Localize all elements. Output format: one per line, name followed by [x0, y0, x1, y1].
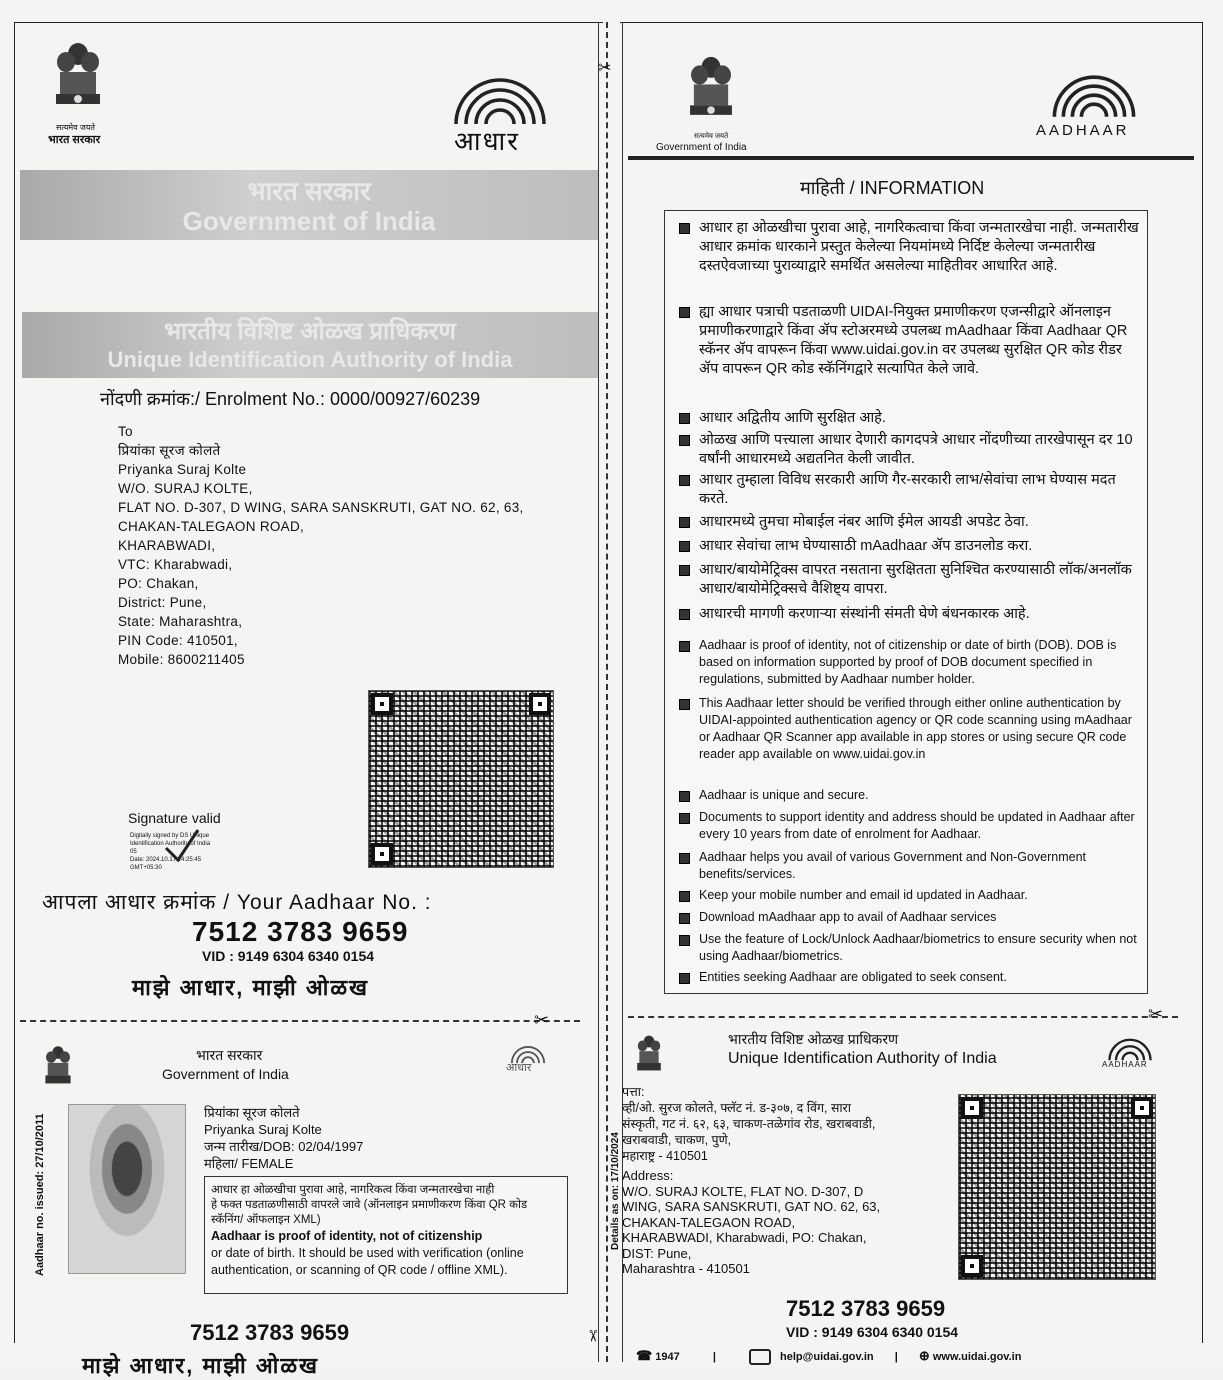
card-authority-en: Unique Identification Authority of India — [728, 1050, 997, 1067]
card-qr-code — [958, 1094, 1156, 1280]
info-item: आधार हा ओळखीचा पुरावा आहे, नागरिकत्वाचा किंवा जन्मतारखेचा नाही. जन्मतारीख आधार क्रमांक धारकाने प्रस्तुत केलेल्या नियमांमध्ये निर्दिष्ट केलेल्या जन्मतारीख दस्तऐवजाच्या पुराव्याद्वारे समर्थित असलेल्या माहितीवर आधारित आहे. — [679, 219, 1139, 276]
emblem-caption-right: Government of India — [656, 142, 747, 153]
signature-detail: GMT+05:30 — [130, 865, 162, 871]
address-line: PO: Chakan, — [118, 576, 199, 591]
scissors-icon: ✂ — [583, 1329, 601, 1343]
aadhaar-logo-text-right: AADHAAR — [1036, 122, 1130, 139]
address-line: CHAKAN-TALEGAON ROAD, — [118, 519, 305, 534]
address-line: व्ही/ओ. सुरज कोलते, फ्लॅट नं. ड-३०७, द विंग, सारा — [622, 1101, 851, 1115]
aadhaar-tagline: माझे आधार, माझी ओळख — [132, 975, 370, 1000]
emblem-caption: भारत सरकार — [48, 134, 101, 146]
address-to: To — [118, 424, 133, 439]
info-item: आधार तुम्हाला विविध सरकारी आणि गैर-सरकारी लाभ/सेवांचा लाभ घेण्यास मदत करते. — [679, 471, 1139, 509]
card-vid-number: VID : 9149 6304 6340 0154 — [786, 1324, 959, 1340]
info-item: This Aadhaar letter should be verified through either online authentication by UIDAI-appointed authentication agency or QR code scanning using mAadhaar or Aadhaar QR Scanner app available in app stores or using secure QR code reader app available on www.uidai.gov.in — [679, 695, 1139, 763]
card-gov-mr: भारत सरकार — [196, 1047, 263, 1063]
info-item: आधार अद्वितीय आणि सुरक्षित आहे. — [679, 409, 1139, 428]
recipient-address — [118, 422, 524, 669]
signature-detail: Digitally signed by DS Unique — [130, 833, 210, 839]
info-item: आधारमध्ये तुमचा मोबाईल नंबर आणि ईमेल आयडी अपडेट ठेवा. — [679, 513, 1139, 532]
info-item: Aadhaar is proof of identity, not of citizenship or date of birth (DOB). DOB is based on information supported by proof of DOB document specified in regulations, submitted by Aadhaar number holder. — [679, 637, 1139, 688]
card-aadhaar-number: 7512 3783 9659 — [190, 1320, 350, 1345]
address-line: CHAKAN-TALEGAON ROAD, — [622, 1214, 796, 1230]
address-line: District: Pune, — [118, 595, 207, 610]
address-line: W/O. SURAJ KOLTE, — [118, 481, 253, 496]
recipient-name-en: Priyanka Suraj Kolte — [118, 462, 247, 477]
footer-web: www.uidai.gov.in — [932, 1351, 1022, 1363]
cut-line-right — [628, 1016, 1178, 1018]
vid-number: VID : 9149 6304 6340 0154 — [202, 948, 375, 964]
card-address-mr — [622, 1084, 875, 1164]
emblem-motto-right: सत्यमेव जयते — [694, 133, 729, 140]
address-label-mr: पत्ता: — [622, 1085, 645, 1099]
address-line: संस्कृती, गट नं. ६२, ६३, चाकण-तळेगांव रोड, खराबवाडी, — [622, 1117, 876, 1131]
email-icon — [749, 1349, 771, 1365]
globe-icon: ⊕ — [918, 1348, 930, 1363]
authority-banner — [22, 312, 598, 378]
info-item: Use the feature of Lock/Unlock Aadhaar/biometrics to ensure security when not using Aadhaar/biometrics. — [679, 931, 1139, 965]
card-aadhaar-number-right: 7512 3783 9659 — [786, 1296, 946, 1321]
address-line: महाराष्ट्र - 410501 — [622, 1149, 708, 1163]
address-line: DIST: Pune, — [622, 1245, 692, 1261]
info-item: ओळख आणि पत्त्याला आधार देणारी कागदपत्रे आधार नोंदणीच्या तारखेपासून दर 10 वर्षांनी आधारमध्ये अद्यतनित केली जावीत. — [679, 431, 1139, 469]
address-line: State: Maharashtra, — [118, 614, 243, 629]
emblem-motto: सत्यमेव जयते — [56, 123, 95, 132]
information-box — [664, 210, 1148, 994]
address-line: VTC: Kharabwadi, — [118, 557, 233, 572]
signature-detail: Date: 2024.10.17 14:25:45 — [130, 857, 202, 863]
note-line: हे फक्त पडताळणीसाठी वापरले जावे (ऑनलाइन प्रमाणीकरण किंवा QR कोड — [211, 1199, 528, 1211]
authority-line-mr: भारतीय विशिष्ट ओळख प्राधिकरण — [164, 318, 456, 345]
holder-name-mr: प्रियांका सूरज कोलते — [204, 1105, 300, 1120]
your-aadhaar-label: आपला आधार क्रमांक / Your Aadhaar No. : — [42, 891, 432, 914]
address-line: KHARABWADI, — [118, 538, 216, 553]
aadhaar-number: 7512 3783 9659 — [192, 916, 409, 947]
address-line: PIN Code: 410501, — [118, 633, 238, 648]
info-item: Aadhaar is unique and secure. — [679, 787, 1139, 804]
address-line: खराबवाडी, चाकण, पुणे, — [622, 1133, 732, 1147]
info-item: Aadhaar helps you avail of various Government and Non-Government benefits/services. — [679, 849, 1139, 883]
footer-email: help@uidai.gov.in — [780, 1351, 874, 1363]
header-rule — [628, 156, 1194, 160]
qr-code — [368, 690, 554, 868]
card-authority-mr: भारतीय विशिष्ट ओळख प्राधिकरण — [728, 1031, 899, 1047]
info-item: Download mAadhaar app to avail of Aadhaar services — [679, 909, 1139, 926]
card-logo-text-right: AADHAAR — [1102, 1060, 1148, 1069]
info-item: Keep your mobile number and email id updated in Aadhaar. — [679, 887, 1139, 904]
note-line: Aadhaar is proof of identity, not of citizenship — [211, 1229, 483, 1243]
footer-phone: 1947 — [655, 1351, 680, 1363]
note-line: authentication, or scanning of QR code / offline XML). — [211, 1263, 508, 1277]
panel-divider — [598, 22, 599, 1362]
banner-line-mr: भारत सरकार — [247, 176, 371, 206]
checkmark-icon — [162, 826, 202, 866]
cut-line-left — [20, 1020, 580, 1022]
ashoka-emblem-small-icon — [42, 1044, 74, 1092]
note-line: आधार हा ओळखीचा पुरावा आहे, नागरिकत्व किंवा जन्मतारखेचा नाही — [211, 1184, 495, 1196]
signature-detail: Identification Authority of India — [130, 841, 211, 847]
authority-line-en: Unique Identification Authority of India — [107, 347, 513, 372]
card-footer: ☎ 1947 | help@uidai.gov.in | ⊕ www.uidai.gov.in — [636, 1348, 1021, 1365]
signature-valid-label: Signature valid — [128, 810, 221, 826]
address-line: W/O. SURAJ KOLTE, FLAT NO. D-307, D — [622, 1183, 864, 1199]
phone-icon: ☎ — [636, 1348, 653, 1363]
card-logo-text: आधार — [506, 1062, 532, 1074]
recipient-name-mr: प्रियांका सूरज कोलते — [118, 443, 221, 458]
info-item: ह्या आधार पत्राची पडताळणी UIDAI-नियुक्त प्रमाणीकरण एजन्सीद्वारे ऑनलाइन प्रमाणीकरणाद्वारे किंवा ॲप स्टोअरमध्ये उपलब्ध mAadhaar किंवा Aadhaar QR स्कॅनर ॲप वापरून किंवा www.uidai.gov.in वर उपलब्ध सुरक्षित QR कोड रीडर ॲप वापरून QR कोड स्कॅनिंगद्वारे सत्यापित केले जावे. — [679, 303, 1139, 379]
card-holder-details — [204, 1104, 363, 1172]
info-item: Documents to support identity and address should be updated in Aadhaar after every 10 years from date of enrolment for Aadhaar. — [679, 809, 1139, 843]
note-line: or date of birth. It should be used with verification (online — [211, 1246, 524, 1260]
info-item: आधार/बायोमेट्रिक्स वापरत नसताना सुरक्षितता सुनिश्चित करण्यासाठी लॉक/अनलॉक आधार/बायोमेट्रिक्सचे वैशिष्ट्य वापरा. — [679, 561, 1139, 599]
aadhaar-logo-text: आधार — [454, 126, 520, 156]
card-gov-en: Government of India — [162, 1066, 289, 1082]
holder-photo — [68, 1104, 186, 1274]
card-tagline: माझे आधार, माझी ओळख — [82, 1353, 320, 1378]
address-label-en: Address: — [622, 1168, 674, 1183]
address-line: Maharashtra - 410501 — [622, 1261, 750, 1276]
scissors-icon: ✂ — [598, 60, 612, 77]
information-title: माहिती / INFORMATION — [800, 178, 985, 198]
aadhaar-issued-date: Aadhaar no. issued: 27/10/2011 — [34, 1113, 46, 1276]
address-line: WING, SARA SANSKRUTI, GAT NO. 62, 63, — [622, 1199, 881, 1214]
details-as-on-date: Details as on: 17/10/2024 — [610, 1132, 621, 1250]
ashoka-emblem-icon — [50, 40, 106, 122]
card-address-en — [622, 1168, 880, 1277]
scissors-icon: ✂ — [534, 1010, 550, 1030]
aadhaar-fingerprint-logo-right-icon — [1044, 70, 1144, 124]
banner-line-en: Government of India — [182, 206, 436, 236]
signature-detail: 05 — [130, 849, 137, 855]
info-item: आधार सेवांचा लाभ घेण्यासाठी mAadhaar ॲप डाउनलोड करा. — [679, 537, 1139, 556]
holder-dob: जन्म तारीख/DOB: 02/04/1997 — [204, 1139, 364, 1154]
info-item: आधारची मागणी करणाऱ्या संस्थांनी संमती घेणे बंधनकारक आहे. — [679, 605, 1139, 624]
holder-gender: महिला/ FEMALE — [204, 1156, 294, 1171]
cut-line-vertical — [606, 22, 608, 1362]
government-banner — [20, 170, 598, 240]
note-line: स्कॅनिंग/ ऑफलाइन XML) — [211, 1214, 321, 1226]
ashoka-emblem-card-icon — [634, 1034, 664, 1078]
enrolment-number: नोंदणी क्रमांक:/ Enrolment No.: 0000/00927/60239 — [100, 389, 481, 409]
card-proof-note — [204, 1176, 568, 1294]
address-line: FLAT NO. D-307, D WING, SARA SANSKRUTI, GAT NO. 62, 63, — [118, 500, 524, 515]
info-item: Entities seeking Aadhaar are obligated to seek consent. — [679, 969, 1139, 986]
address-line: KHARABWADI, Kharabwadi, PO: Chakan, — [622, 1230, 867, 1245]
address-line: Mobile: 8600211405 — [118, 652, 245, 667]
holder-name-en: Priyanka Suraj Kolte — [204, 1122, 322, 1137]
scissors-icon: ✂ — [1148, 1004, 1164, 1024]
ashoka-emblem-right-icon — [684, 54, 738, 132]
